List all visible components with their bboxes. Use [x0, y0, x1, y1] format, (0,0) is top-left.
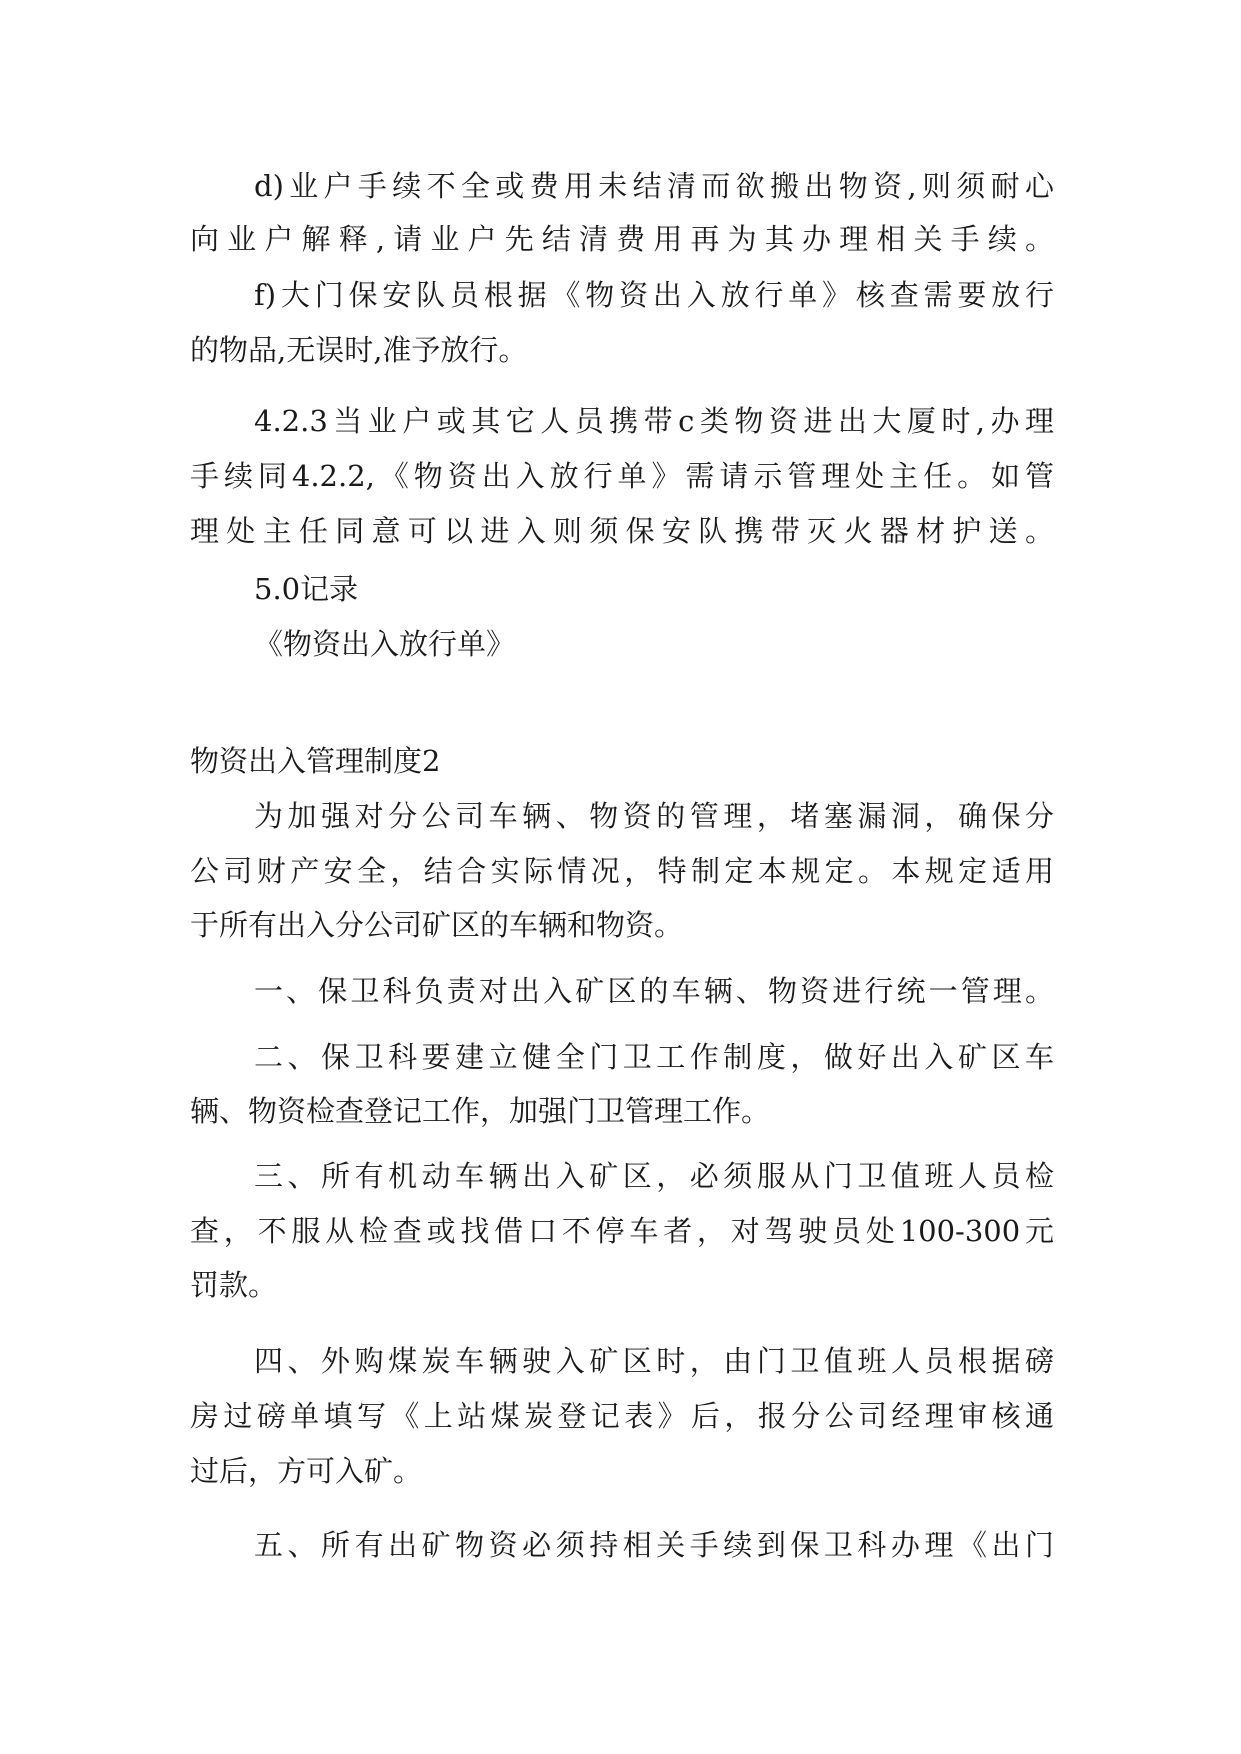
text-line: 向业户解释,请业户先结清费用再为其办理相关手续。 — [190, 222, 1054, 256]
section-heading: 5.0记录 — [254, 572, 359, 606]
text-line: 查，不服从检查或找借口不停车者，对驾驶员处100-300元 — [190, 1214, 1054, 1248]
text-line: 二、保卫科要建立健全门卫工作制度，做好出入矿区车 — [254, 1040, 1054, 1074]
text-line: 的物品,无误时,准予放行。 — [190, 333, 528, 367]
text-line: 四、外购煤炭车辆驶入矿区时，由门卫值班人员根据磅 — [254, 1344, 1054, 1378]
text-line: 辆、物资检查登记工作，加强门卫管理工作。 — [190, 1094, 771, 1128]
text-line: d)业户手续不全或费用未结清而欲搬出物资,则须耐心 — [254, 169, 1054, 203]
text-line: 为加强对分公司车辆、物资的管理，堵塞漏洞，确保分 — [254, 799, 1054, 833]
text-line: 一、保卫科负责对出入矿区的车辆、物资进行统一管理。 — [254, 974, 1054, 1008]
text-line: 五、所有出矿物资必须持相关手续到保卫科办理《出门 — [254, 1528, 1054, 1562]
document-title: 物资出入管理制度2 — [190, 744, 441, 778]
text-line: 公司财产安全，结合实际情况，特制定本规定。本规定适用 — [190, 854, 1054, 888]
text-line: f)大门保安队员根据《物资出入放行单》核查需要放行 — [254, 278, 1054, 312]
text-line: 手续同4.2.2,《物资出入放行单》需请示管理处主任。如管 — [190, 459, 1054, 493]
text-line: 过后，方可入矿。 — [190, 1454, 423, 1488]
text-line: 于所有出入分公司矿区的车辆和物资。 — [190, 908, 684, 942]
text-line: 理处主任同意可以进入则须保安队携带灭火器材护送。 — [190, 514, 1054, 548]
text-line: 4.2.3当业户或其它人员携带c类物资进出大厦时,办理 — [254, 404, 1054, 438]
text-line: 罚款。 — [190, 1268, 278, 1302]
text-line: 《物资出入放行单》 — [254, 627, 516, 661]
text-line: 三、所有机动车辆出入矿区，必须服从门卫值班人员检 — [254, 1159, 1054, 1193]
text-line: 房过磅单填写《上站煤炭登记表》后，报分公司经理审核通 — [190, 1399, 1054, 1433]
